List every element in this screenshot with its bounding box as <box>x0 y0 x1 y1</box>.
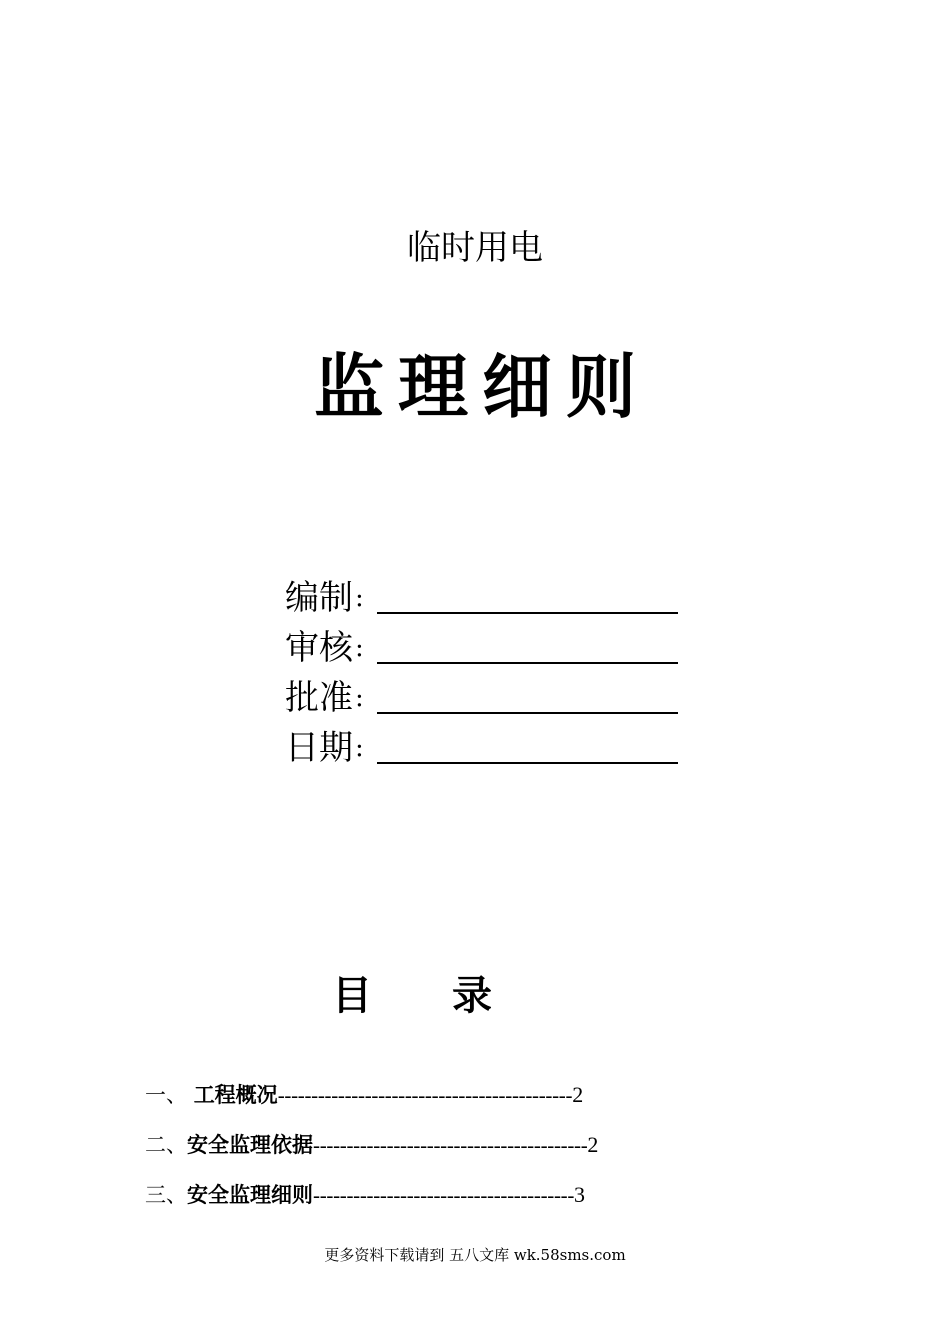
toc-item-text: 安全监理细则 <box>187 1183 313 1207</box>
signature-row-reviewer <box>285 622 685 672</box>
toc-item-text: 安全监理依据 <box>187 1133 313 1157</box>
signature-colon: : <box>355 683 364 713</box>
signature-row-approver <box>285 672 685 722</box>
signature-block <box>285 572 685 772</box>
toc-title-part2: 录 <box>452 973 492 1019</box>
toc-item-number: 二、 <box>145 1133 187 1157</box>
toc-item-number: 三、 <box>145 1183 187 1207</box>
signature-row-compiler <box>285 572 685 622</box>
signature-line[interactable] <box>377 712 678 714</box>
toc-item-number: 一、 <box>145 1083 194 1107</box>
signature-line[interactable] <box>377 612 678 614</box>
toc-item[interactable] <box>145 1178 585 1212</box>
toc-item-page: 2 <box>587 1132 599 1157</box>
toc-item-page: 3 <box>574 1182 586 1207</box>
signature-line[interactable] <box>377 662 678 664</box>
signature-row-date <box>285 722 685 772</box>
signature-label: 审核 <box>285 628 353 668</box>
page-footer: 更多资料下载请到 五八文库 wk.58sms.com <box>324 1246 626 1264</box>
toc-item-leader: -------------------------------------------- <box>277 1083 573 1107</box>
signature-label: 日期 <box>285 728 353 768</box>
toc-item-leader: --------------------------------------- <box>313 1183 575 1207</box>
signature-line[interactable] <box>377 762 678 764</box>
toc-item-leader: ----------------------------------------- <box>313 1133 588 1157</box>
signature-colon: : <box>355 633 364 663</box>
toc-title <box>332 970 632 1022</box>
signature-label: 批准 <box>285 678 353 718</box>
signature-colon: : <box>355 733 364 763</box>
signature-label: 编制 <box>285 578 353 618</box>
document-subtitle: 临时用电 <box>407 228 543 268</box>
toc-item-page: 2 <box>572 1082 584 1107</box>
toc-title-part1: 目 <box>332 973 372 1019</box>
toc-item[interactable] <box>145 1128 598 1162</box>
toc-item-text: 工程概况 <box>193 1083 278 1107</box>
document-title: 监理细则 <box>314 346 650 428</box>
signature-colon: : <box>355 583 364 613</box>
toc-item[interactable] <box>145 1078 583 1112</box>
